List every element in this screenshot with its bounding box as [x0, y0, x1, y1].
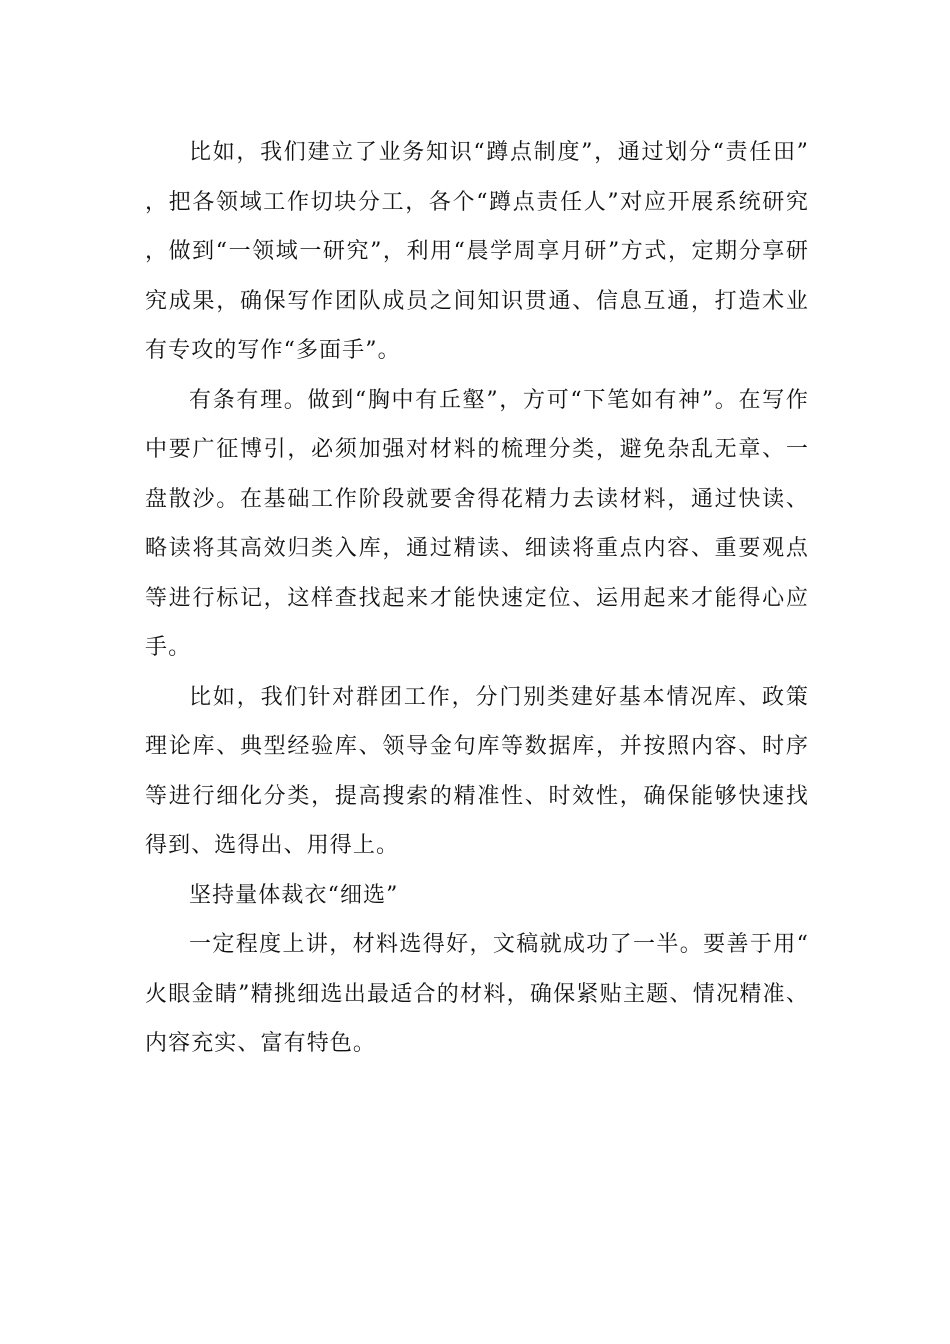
paragraph-squat-system: 比如，我们建立了业务知识“蹲点制度”，通过划分“责任田”，把各领域工作切块分工，各个“蹲点责任人”对应开展系统研究，做到“一领域一研究”，利用“晨学周享月研”方式，定期分享研究成果，确保写作团队成员之间知识贯通、信息互通，打造术业有专攻的写作“多面手”。: [145, 140, 809, 363]
section-heading: 坚持量体裁衣“细选”: [189, 882, 399, 908]
paragraph-material-selection: 一定程度上讲，材料选得好，文稿就成功了一半。要善于用“火眼金睛”精挑细选出最适合的材料，确保紧贴主题、情况精准、内容充实、富有特色。: [145, 932, 809, 1056]
paragraph-organized: 有条有理。做到“胸中有丘壑”，方可“下笔如有神”。在写作中要广征博引，必须加强对材料的梳理分类，避免杂乱无章、一盘散沙。在基础工作阶段就要舍得花精力去读材料，通过快读、略读将其高效归类入库，通过精读、细读将重点内容、重要观点等进行标记，这样查找起来才能快速定位、运用起来才能得心应手。: [145, 387, 809, 660]
paragraph-database: 比如，我们针对群团工作，分门别类建好基本情况库、政策理论库、典型经验库、领导金句库等数据库，并按照内容、时序等进行细化分类，提高搜索的精准性、时效性，确保能够快速找得到、选得出、用得上。: [145, 684, 809, 858]
document-body: [145, 128, 809, 1069]
